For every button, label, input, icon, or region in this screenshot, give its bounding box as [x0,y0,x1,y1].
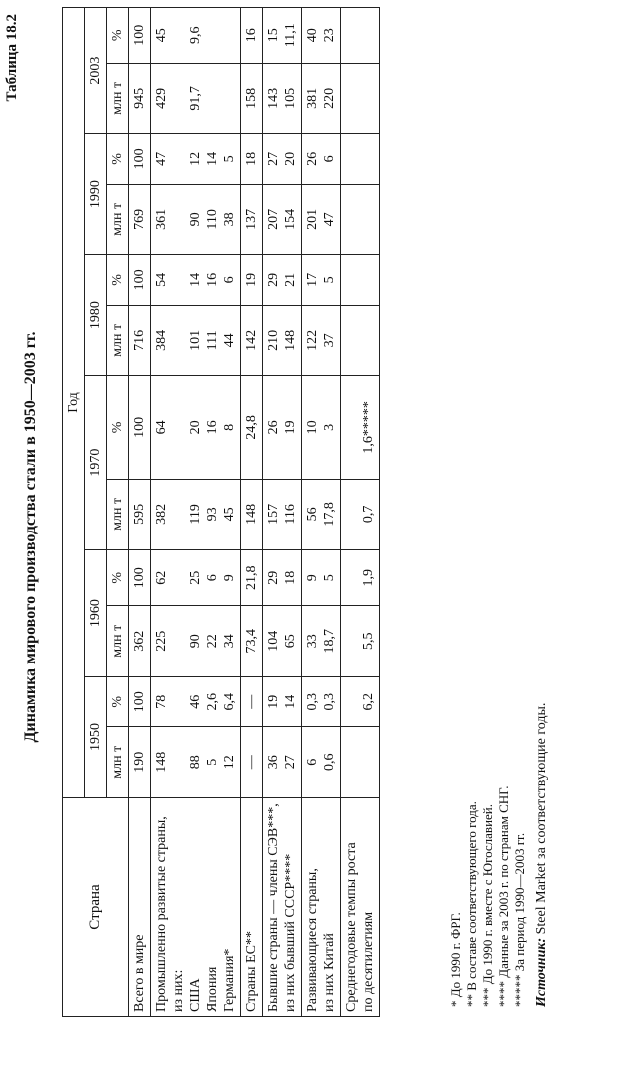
value-line: 46 [188,694,203,709]
value-cell [241,305,263,376]
value-line: 429 [154,87,169,109]
value-line: 18,7 [322,628,337,654]
value-line: 29 [266,272,281,287]
value-cell [129,727,151,798]
value-cell [241,376,263,479]
value-line: 201 [305,208,320,230]
value-cell [151,134,241,184]
year-1960: 1960 [85,550,107,677]
value-cell [151,184,241,255]
value-line: 122 [305,329,320,351]
value-line: 14 [205,151,220,166]
value-cell [302,184,341,255]
value-cell [341,305,380,376]
value-line: 40 [305,28,320,43]
value-line: 5 [205,758,220,766]
unit-mt-1950: млн т [107,727,129,798]
value-line [360,731,377,793]
value-line: — [244,755,259,770]
value-line: 137 [244,208,259,230]
value-cell [241,63,263,134]
value-cell [302,8,341,64]
value-line [343,380,360,474]
value-line: 0,3 [322,692,337,711]
value-line [204,68,221,130]
country-line: Промышленно развитые страны, [154,816,169,1012]
value-cell [263,479,302,550]
value-line: 101 [188,329,203,351]
value-line: 45 [222,507,237,522]
footnote-item: **** Данные за 2003 г. по странам СНГ. [496,785,511,1007]
value-cell [129,550,151,606]
value-line [170,259,187,300]
value-line: 769 [132,208,147,230]
footnotes [448,703,550,1007]
value-line: 25 [188,570,203,585]
value-cell [341,677,380,727]
value-cell [263,376,302,479]
country-line: из них: [171,969,186,1012]
value-line [343,681,360,722]
value-cell [302,305,341,376]
value-cell [263,727,302,798]
value-cell [241,8,263,64]
value-cell [263,606,302,677]
value-line: 16 [205,420,220,435]
value-line [360,12,377,59]
value-cell [263,8,302,64]
country-cell [302,798,341,1017]
value-line: 16 [205,272,220,287]
value-cell [241,479,263,550]
value-cell [302,255,341,305]
value-line: 24,8 [244,415,259,440]
value-line: 148 [154,751,169,773]
value-line: 16 [244,28,259,43]
value-line [170,189,187,251]
value-line: 11,1 [283,23,298,48]
value-line [170,68,187,130]
value-line [360,138,377,179]
value-cell [151,550,241,606]
year-1950: 1950 [85,677,107,798]
footnote-list [448,703,528,1007]
value-cell [302,677,341,727]
value-line: 110 [205,209,220,230]
country-cell [263,798,302,1017]
value-line: 716 [132,329,147,351]
country-line: Среднегодовые темпы роста [344,842,359,1012]
value-line: 225 [154,630,169,652]
source-line [534,703,550,1007]
value-line: 93 [205,507,220,522]
value-line: 148 [283,329,298,351]
value-line [343,554,360,601]
value-line: 384 [154,329,169,351]
value-line: 100 [132,691,147,713]
value-line: 158 [244,87,259,109]
value-line: 14 [283,694,298,709]
value-line: 91,7 [188,86,203,111]
country-cell [241,798,263,1017]
value-line: 105 [283,87,298,109]
value-cell [151,8,241,64]
value-line: 20 [283,151,298,166]
value-cell [341,479,380,550]
value-line: 119 [188,504,203,525]
value-line: 945 [132,87,147,109]
value-line [204,12,221,59]
value-line: 0,7 [361,505,376,524]
value-cell [241,184,263,255]
country-header: Страна [63,798,129,1017]
country-line: США [188,978,203,1012]
value-line: 0,3 [305,692,320,711]
value-line [360,68,377,130]
value-line [170,310,187,372]
value-line: 5,5 [361,632,376,650]
source-label: Источник: [534,937,549,1007]
value-line: 78 [154,694,169,709]
value-line: 143 [266,87,281,109]
footnote-item: ***** За период 1990—2003 гг. [512,832,527,1007]
value-line: 90 [188,634,203,649]
value-cell [263,677,302,727]
value-cell [263,305,302,376]
value-line: 19 [244,272,259,287]
value-line [343,610,360,672]
value-cell [341,727,380,798]
value-line: 190 [132,751,147,773]
value-line: 27 [266,151,281,166]
value-line: 26 [305,151,320,166]
value-line [170,731,187,793]
value-line: 27 [283,755,298,770]
value-cell [263,134,302,184]
value-line: 62 [154,570,169,585]
value-line: 21 [283,272,298,287]
value-line: 362 [132,630,147,652]
value-cell [341,376,380,479]
value-line: 9 [305,574,320,582]
value-line: 100 [132,269,147,291]
value-line: 47 [154,151,169,166]
value-line: 54 [154,272,169,287]
value-cell [151,376,241,479]
value-line: 19 [283,420,298,435]
unit-pct-1980: % [107,255,129,305]
value-cell [341,134,380,184]
table-row [341,8,380,1017]
value-line: 6,2 [361,692,376,711]
unit-mt-1970: млн т [107,479,129,550]
country-line: Развивающиеся страны, [305,868,320,1012]
value-line: 3 [322,423,337,431]
value-line: 9 [222,574,237,582]
value-line: 18 [244,151,259,166]
steel-production-table [62,7,380,1017]
value-cell [151,727,241,798]
value-cell [302,727,341,798]
value-line: 37 [322,333,337,348]
value-cell [129,255,151,305]
value-line: 157 [266,503,281,525]
value-line: 381 [305,87,320,109]
value-line [343,484,360,546]
value-cell [129,8,151,64]
unit-pct-1970: % [107,376,129,479]
value-line: 9,6 [188,26,203,45]
country-line: из них Китай [322,933,337,1012]
value-cell [263,550,302,606]
value-line: 2,6 [205,692,220,711]
value-line [343,68,360,130]
value-line: 18 [283,570,298,585]
value-cell [241,550,263,606]
year-header: Год [63,8,85,798]
unit-mt-1980: млн т [107,305,129,376]
value-line: 21,8 [244,565,259,591]
footnote-item: ** В составе соответствующего года. [464,801,479,1007]
value-line: 154 [283,208,298,230]
value-line: 100 [132,24,147,46]
value-line: 17,8 [322,502,337,527]
value-cell [151,479,241,550]
value-line [170,138,187,179]
value-line: 100 [132,567,147,589]
value-line: 104 [266,630,281,652]
value-line: 64 [154,420,169,435]
unit-mt-1990: млн т [107,184,129,255]
source-text: Steel Market за соответствующие годы. [534,702,549,935]
value-cell [241,255,263,305]
value-line: 36 [266,755,281,770]
value-line [170,380,187,474]
value-line [360,259,377,300]
value-line: 210 [266,329,281,351]
value-cell [129,606,151,677]
table-body [129,8,380,1017]
country-cell [341,798,380,1017]
value-cell [341,184,380,255]
value-line: 45 [154,28,169,43]
value-line [343,138,360,179]
table-row [241,8,263,1017]
value-line: 100 [132,416,147,438]
value-cell [341,255,380,305]
value-cell [241,677,263,727]
unit-mt-2003: млн т [107,63,129,134]
value-cell [129,63,151,134]
table-row [302,8,341,1017]
value-cell [341,8,380,64]
value-cell [129,305,151,376]
value-line [343,259,360,300]
value-cell [263,63,302,134]
value-line: 38 [222,212,237,227]
value-line [170,12,187,59]
value-line: 12 [188,151,203,166]
country-line: Всего в мире [132,934,147,1012]
table-title: Динамика мирового производства стали в 1950—2003 гг. [22,331,39,743]
value-line: 34 [222,634,237,649]
value-line [170,484,187,546]
country-line: Страны ЕС** [244,931,259,1012]
value-line [170,554,187,601]
unit-pct-1990: % [107,134,129,184]
value-cell [129,479,151,550]
value-cell [302,134,341,184]
value-line: 220 [322,87,337,109]
value-line: 116 [283,504,298,525]
value-line: 90 [188,212,203,227]
value-line: 6 [205,574,220,582]
value-line [343,12,360,59]
value-line: 100 [132,148,147,170]
value-line: 17 [305,272,320,287]
value-line: 65 [283,634,298,649]
value-line: 595 [132,503,147,525]
value-line: 6 [305,758,320,766]
value-line: 6 [322,155,337,163]
table-row [151,8,241,1017]
value-cell [302,63,341,134]
value-line [221,68,238,130]
value-line: 1,6***** [361,401,376,454]
value-cell [302,550,341,606]
country-cell [151,798,241,1017]
value-cell [151,606,241,677]
value-line [221,12,238,59]
year-1980: 1980 [85,255,107,376]
value-cell [129,184,151,255]
country-line: Бывшие страны — члены СЭВ***, [266,803,281,1012]
value-line [170,610,187,672]
value-line: 361 [154,208,169,230]
value-cell [263,255,302,305]
value-line: 142 [244,329,259,351]
country-line: Япония [205,966,220,1012]
value-line: 19 [266,694,281,709]
value-line: 20 [188,420,203,435]
year-2003: 2003 [85,8,107,134]
value-line [360,189,377,251]
value-cell [302,376,341,479]
year-1970: 1970 [85,376,107,550]
value-cell [241,606,263,677]
value-line: 5 [322,574,337,582]
value-line: 148 [244,503,259,525]
value-cell [241,134,263,184]
value-line: 22 [205,634,220,649]
value-line: 14 [188,272,203,287]
year-1990: 1990 [85,134,107,255]
country-line: Германия* [222,948,237,1012]
value-line [170,681,187,722]
value-line: 5 [222,155,237,163]
value-cell [341,606,380,677]
unit-mt-1960: млн т [107,606,129,677]
value-line: 1,9 [361,569,376,587]
value-line: 6,4 [222,692,237,711]
table-number: Таблица 18.2 [4,14,20,102]
value-line: 6 [222,276,237,284]
value-line: 73,4 [244,628,259,654]
value-cell [241,727,263,798]
value-cell [302,606,341,677]
value-line: 23 [322,28,337,43]
unit-pct-2003: % [107,8,129,64]
value-line: 0,6 [322,753,337,771]
value-cell [129,677,151,727]
value-line: 26 [266,420,281,435]
country-line: из них бывший СССР**** [283,853,298,1012]
value-line: 382 [154,503,169,525]
value-cell [341,63,380,134]
footnote-item: * До 1990 г. ФРГ. [448,912,463,1007]
country-cell [129,798,151,1017]
value-line: 12 [222,755,237,770]
value-cell [302,479,341,550]
value-line: 47 [322,212,337,227]
unit-pct-1960: % [107,550,129,606]
value-cell [151,63,241,134]
value-cell [263,184,302,255]
unit-pct-1950: % [107,677,129,727]
value-line: 44 [222,333,237,348]
country-line: по десятилетиям [361,911,376,1012]
value-line: 111 [205,330,220,351]
value-line: 207 [266,208,281,230]
value-line: 29 [266,570,281,585]
value-line: 8 [222,423,237,431]
value-cell [151,305,241,376]
value-line [343,310,360,372]
value-cell [129,376,151,479]
value-cell [341,550,380,606]
value-line [343,189,360,251]
footnote-item: *** До 1990 г. вместе с Югославией. [480,803,495,1007]
value-line: 10 [305,420,320,435]
value-line: 15 [266,28,281,43]
value-line [360,310,377,372]
value-line: 33 [305,634,320,649]
value-cell [151,677,241,727]
value-line: 56 [305,507,320,522]
table-row [129,8,151,1017]
value-cell [151,255,241,305]
value-cell [129,134,151,184]
value-line: — [244,694,259,709]
value-line: 5 [322,276,337,284]
table-row [263,8,302,1017]
value-line [343,731,360,793]
value-line: 88 [188,755,203,770]
